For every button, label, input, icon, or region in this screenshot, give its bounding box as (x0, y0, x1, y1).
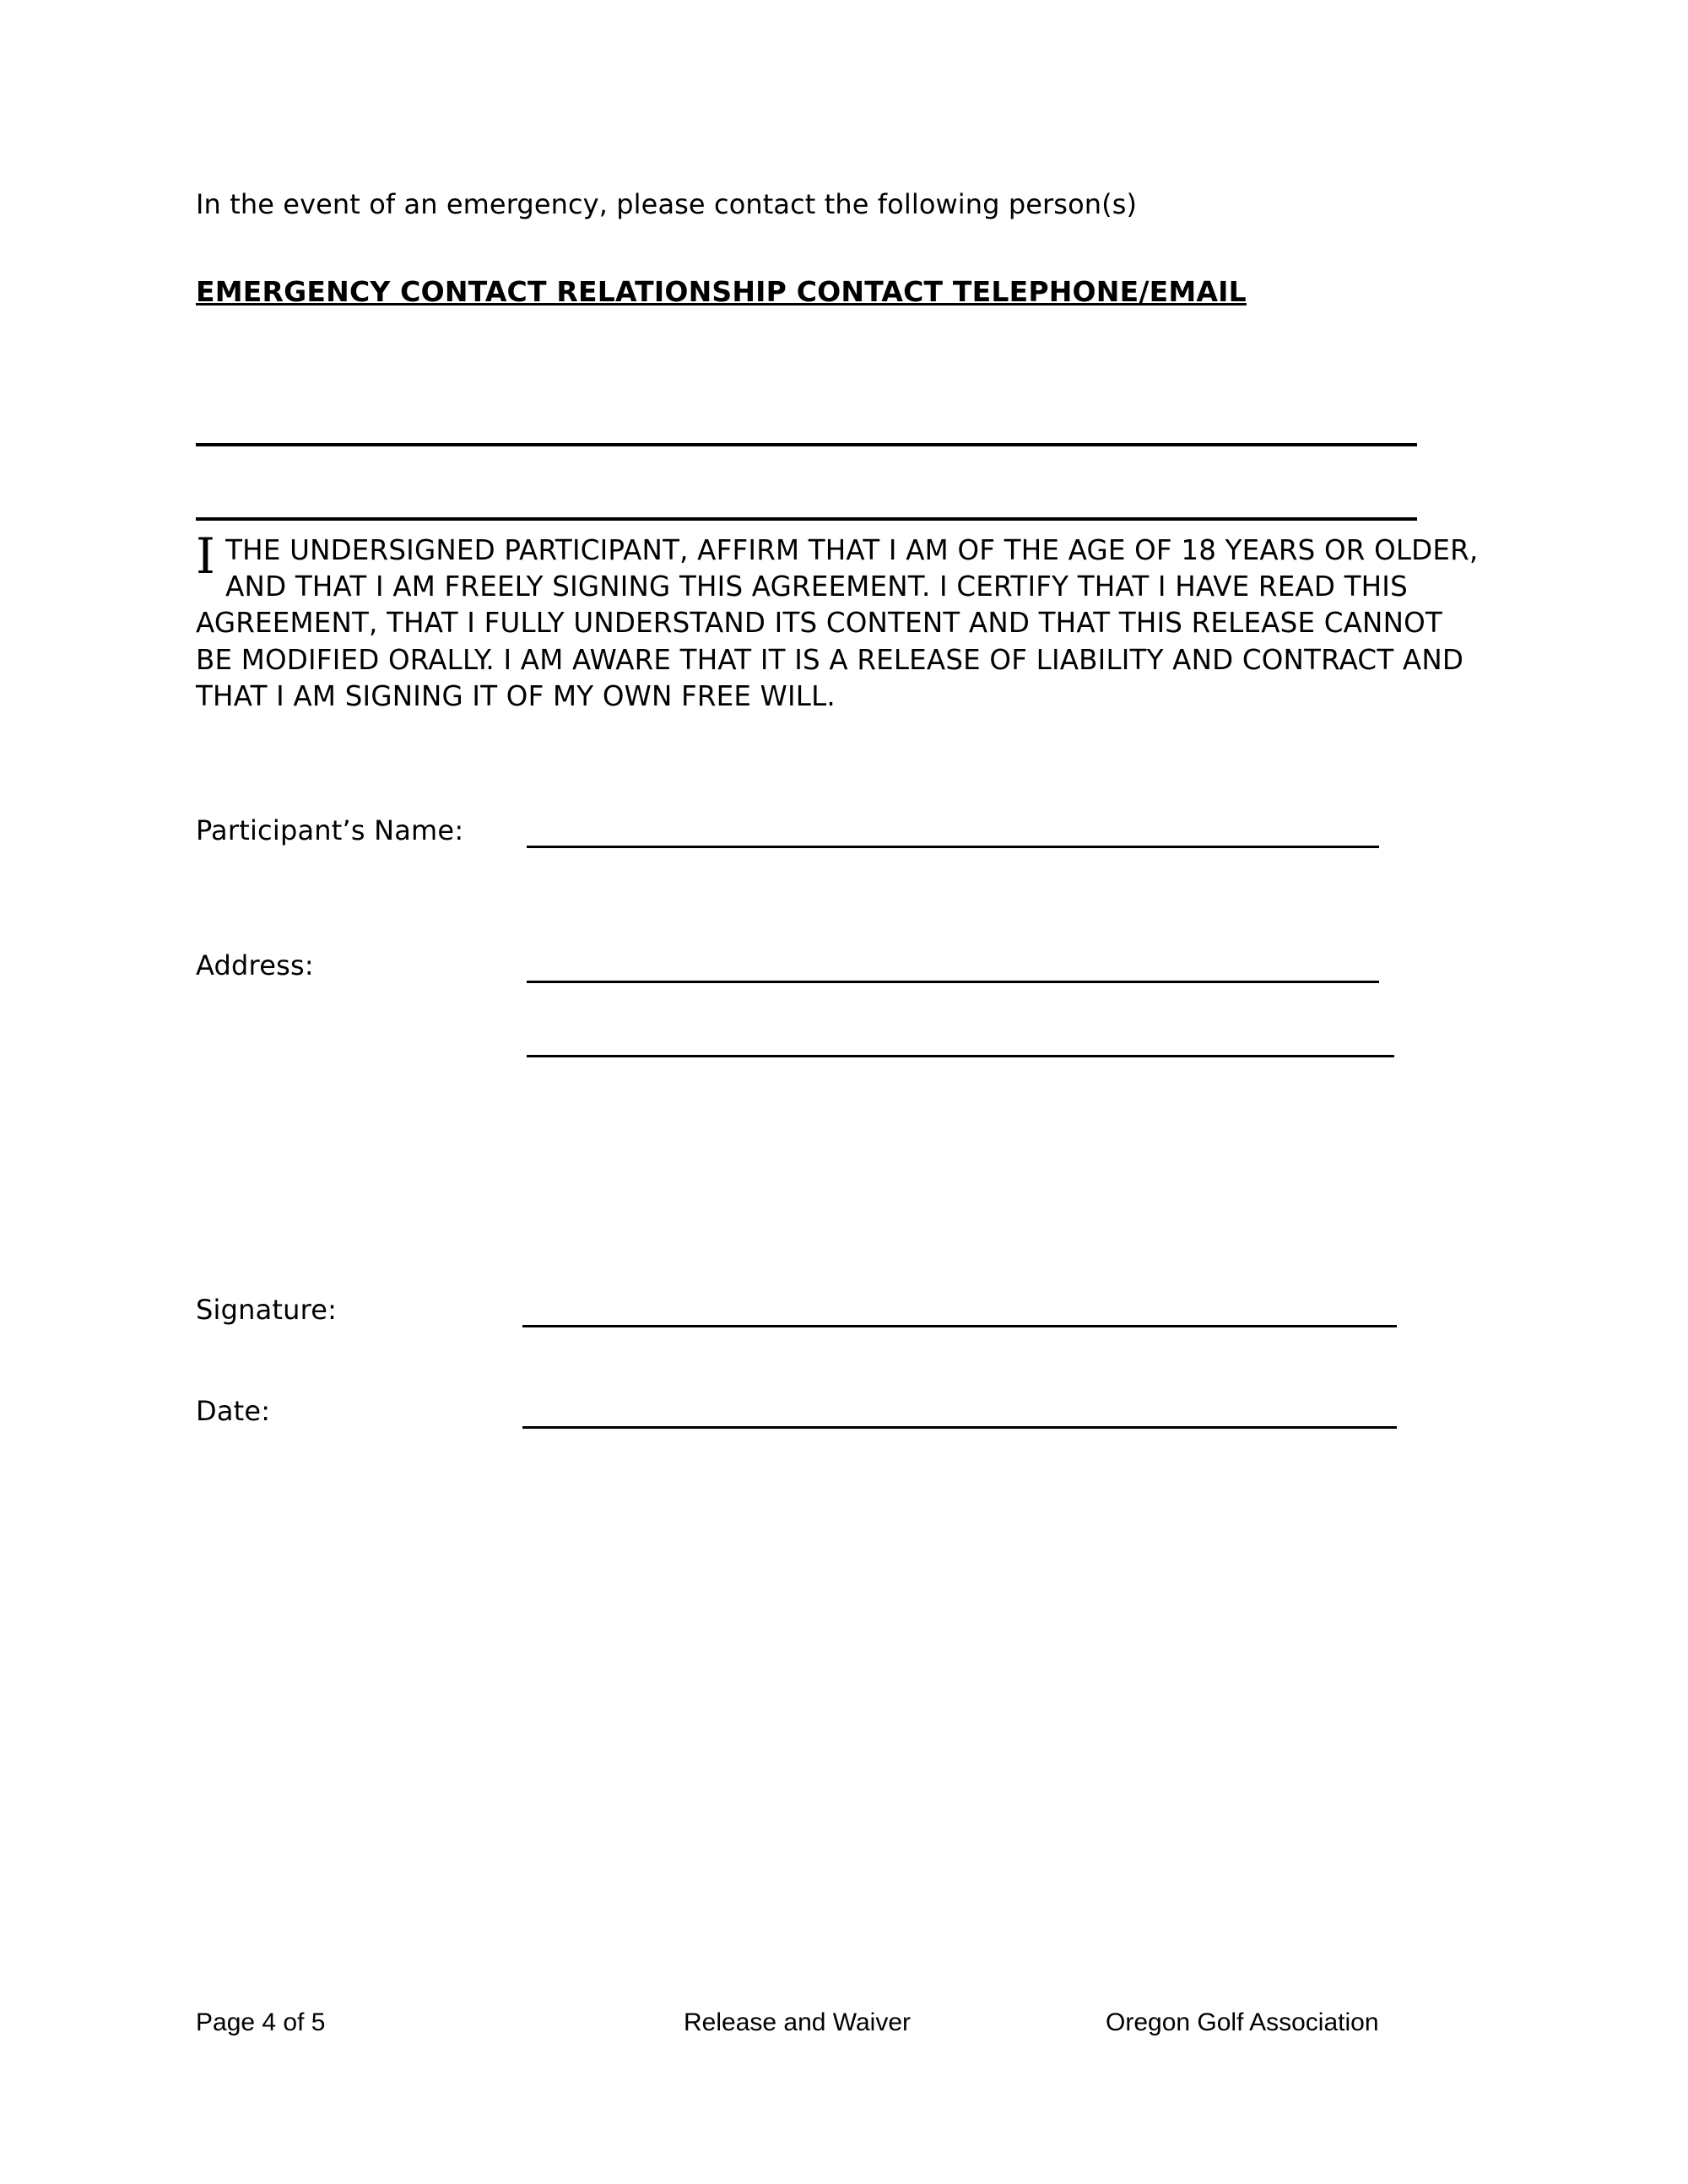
emergency-contact-blank-lines (196, 443, 1479, 521)
date-row (196, 1395, 1479, 1429)
footer-organization: Oregon Golf Association (1106, 2008, 1379, 2036)
address-line-1-input[interactable] (527, 980, 1379, 983)
signature-label: Signature: (196, 1294, 338, 1327)
emergency-contact-line-1[interactable] (196, 443, 1417, 446)
address-row (196, 949, 1479, 983)
affirmation-paragraph (196, 527, 1479, 715)
address-label: Address: (196, 949, 314, 982)
signature-fields (196, 814, 1479, 1429)
affirmation-dropcap: I (196, 527, 216, 585)
emergency-contact-line-2[interactable] (196, 517, 1417, 521)
page-footer (196, 2008, 1479, 2037)
affirmation-body-text: THE UNDERSIGNED PARTICIPANT, AFFIRM THAT I AM OF THE AGE OF 18 YEARS OR OLDER, AND THAT I AM FREELY SIGNING THIS AGREEMENT. I CERTIFY THAT I HAVE READ THIS AGREEMENT, THAT I FULLY UNDERSTAND ITS CONTENT AND THAT THIS RELEASE CANNOT BE MODIFIED ORALLY. I AM AWARE THAT IT IS A RELEASE OF LIABILITY AND CONTRACT AND THAT I AM SIGNING IT OF MY OWN FREE WILL. (196, 534, 1479, 712)
participant-name-input[interactable] (527, 845, 1379, 848)
footer-document-title: Release and Waiver (684, 2008, 912, 2036)
address-label-spacer (196, 1056, 527, 1057)
date-input[interactable] (522, 1425, 1397, 1429)
date-label: Date: (196, 1395, 271, 1428)
signature-row (196, 1294, 1479, 1327)
emergency-contact-column-headings: EMERGENCY CONTACT RELATIONSHIP CONTACT TELEPHONE/EMAIL (196, 275, 1247, 308)
signature-input[interactable] (522, 1324, 1397, 1327)
participant-name-row (196, 814, 1479, 848)
emergency-intro-text: In the event of an emergency, please contact the following person(s) (196, 188, 1138, 220)
address-line-2-input[interactable] (527, 1054, 1394, 1057)
participant-name-label: Participant’s Name: (196, 814, 464, 847)
footer-page-number: Page 4 of 5 (196, 2008, 326, 2036)
address-row-second (196, 1054, 1479, 1057)
page-content (196, 0, 1479, 1429)
